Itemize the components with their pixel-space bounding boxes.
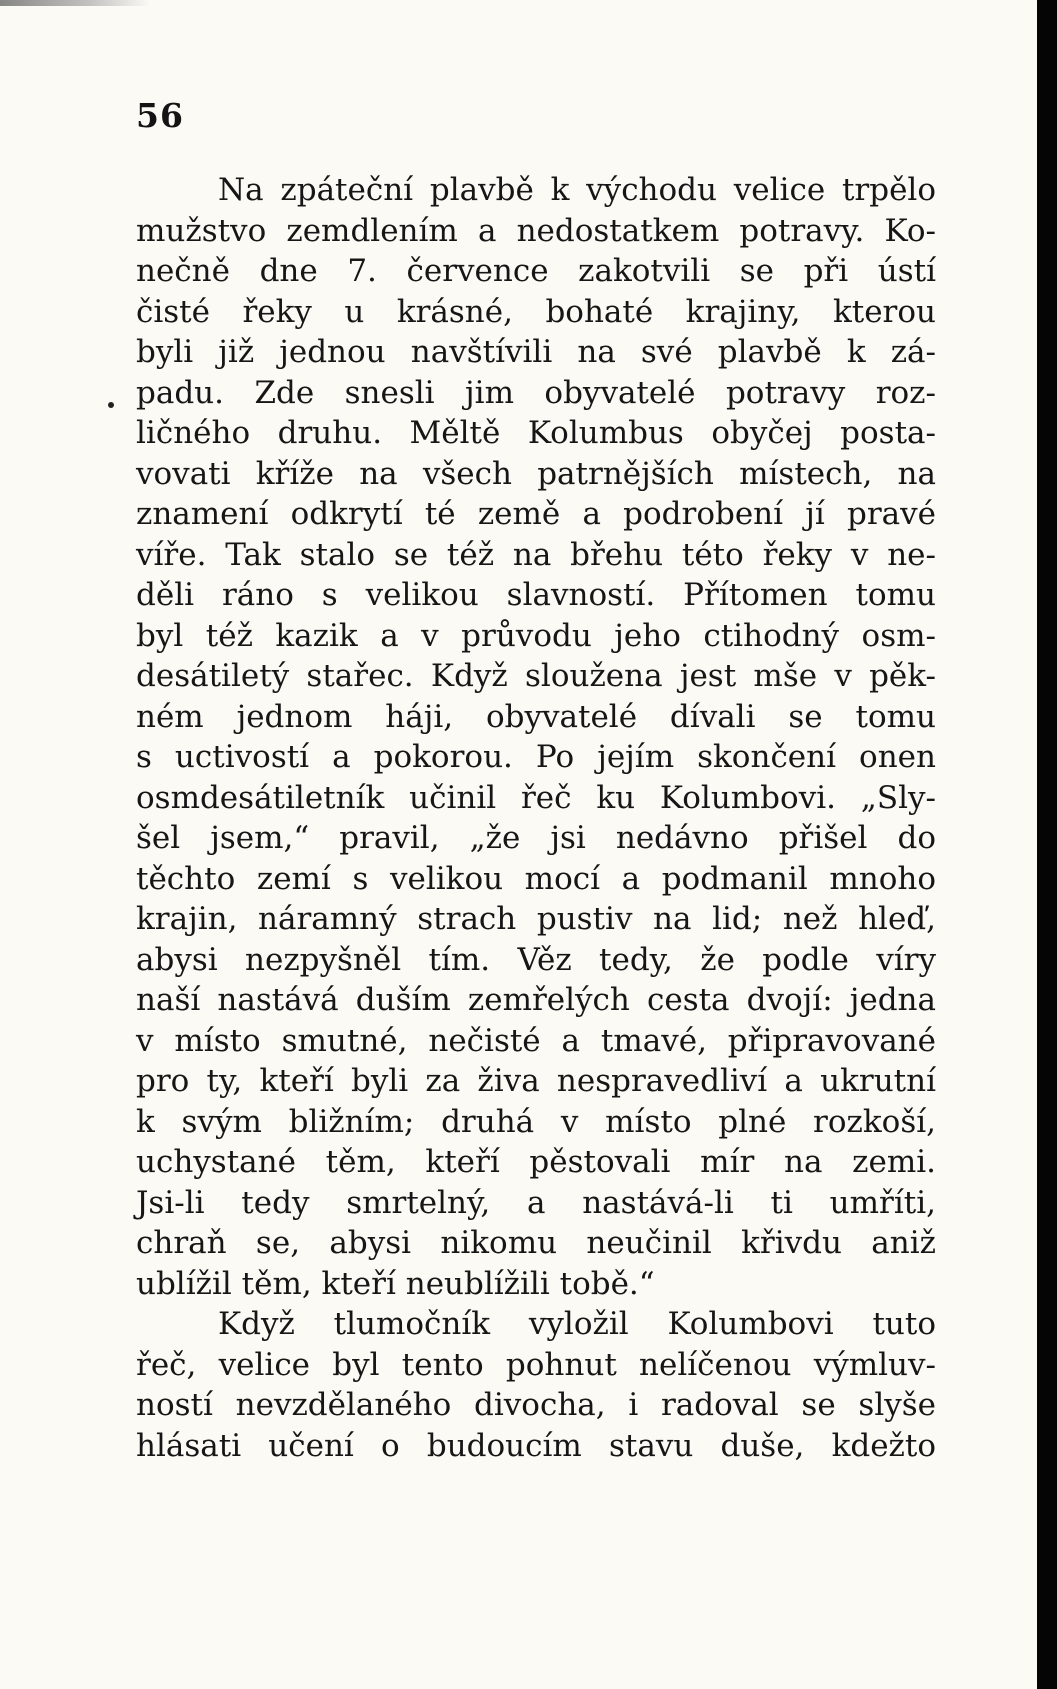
body-text (136, 170, 936, 1466)
text-line: čisté řeky u krásné, bohaté krajiny, kterou (136, 293, 936, 330)
text-line: Na zpáteční plavbě k východu velice trpělo (218, 172, 936, 208)
text-line: hlásati učení o budoucím stavu duše, kdežto (136, 1427, 936, 1464)
margin-dot-mark (108, 402, 114, 408)
text-line: pro ty, kteří byli za živa nespravedliví a ukrutní (136, 1063, 936, 1099)
text-line: abysi nezpyšněl tím. Věz tedy, že podle víry (136, 941, 936, 978)
text-line: šel jsem,“ pravil, „že jsi nedávno přišel do (136, 820, 936, 856)
text-line: nečně dne 7. července zakotvili se při ústí (136, 253, 936, 289)
text-line: naší nastává duším zemřelých cesta dvojí: jedna (136, 982, 936, 1018)
text-line: děli ráno s velikou slavností. Přítomen tomu (136, 577, 936, 613)
text-line: osmdesátiletník učinil řeč ku Kolumbovi. „Sly- (136, 779, 936, 816)
text-line: těchto zemí s velikou mocí a podmanil mnoho (136, 860, 936, 897)
text-line: ností nevzdělaného divocha, i radoval se slyše (136, 1387, 936, 1423)
text-line: k svým bližním; druhá v místo plné rozkoší, (136, 1103, 936, 1140)
text-line: Jsi-li tedy smrtelný, a nastává-li ti umříti, (136, 1184, 936, 1221)
text-line: řeč, velice byl tento pohnut nelíčenou výmluv- (136, 1346, 936, 1383)
text-line: krajin, náramný strach pustiv na lid; než hleď, (136, 901, 936, 937)
text-line: uchystané těm, kteří pěstovali mír na zemi. (136, 1144, 936, 1180)
text-line: Když tlumočník vyložil Kolumbovi tuto (218, 1306, 936, 1342)
scan-edge-shadow (0, 0, 150, 6)
text-line: byli již jednou navštívili na své plavbě k zá- (136, 334, 936, 370)
text-line: ublížil těm, kteří neublížili tobě.“ (136, 1265, 655, 1302)
page-number: 56 (136, 96, 184, 135)
text-line: v místo smutné, nečisté a tmavé, připravované (136, 1022, 936, 1059)
text-line: byl též kazik a v průvodu jeho ctihodný osm- (136, 617, 936, 654)
text-line: ličného druhu. Měltě Kolumbus obyčej posta- (136, 415, 936, 451)
text-line: vovati kříže na všech patrnějších místech, na (136, 455, 936, 492)
text-line: ném jednom háji, obyvatelé dívali se tomu (136, 698, 936, 735)
text-line: chraň se, abysi nikomu neučinil křivdu aniž (136, 1225, 936, 1261)
text-line: desátiletý stařec. Když sloužena jest mše v pěk- (136, 658, 936, 694)
text-line: s uctivostí a pokorou. Po jejím skončení onen (136, 739, 936, 775)
text-line: mužstvo zemdlením a nedostatkem potravy. Ko- (136, 212, 936, 249)
text-line: padu. Zde snesli jim obyvatelé potravy roz- (136, 374, 936, 411)
text-line: víře. Tak stalo se též na břehu této řeky v ne- (136, 536, 936, 573)
scan-right-border (1037, 0, 1057, 1689)
text-line: znamení odkrytí té země a podrobení jí pravé (136, 496, 936, 532)
